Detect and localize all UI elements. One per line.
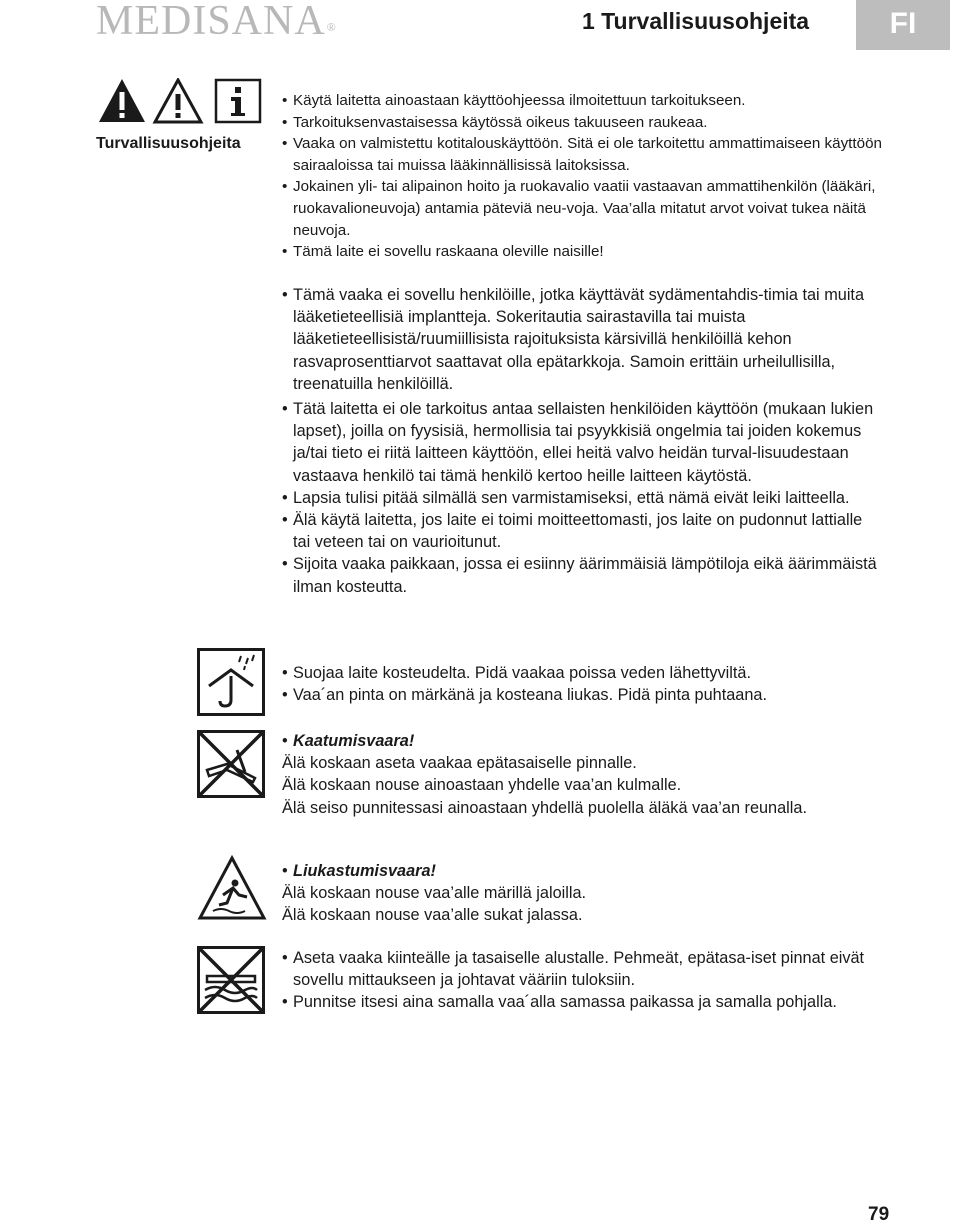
language-badge: FI [856,0,950,50]
no-soft-surface-icon [197,946,265,1019]
list-item: • Vaaka on valmistettu kotitalouskäyttöön. Sitä ei ole tarkoitettu ammattimaiseen käyttöön sairaaloissa tai muissa lääkinnällisissä laitoksissa. [282,135,882,174]
hazard-line: Älä seiso punnitessasi ainoastaan yhdellä puolella äläkä vaa’an reunalla. [282,798,807,817]
slip-warning-icon [197,855,267,926]
list-item: • Vaa´an pinta on märkänä ja kosteana liukas. Pidä pinta puhtaana. [282,686,767,705]
brand-logo: MEDISANA® [96,0,337,44]
general-safety-list [282,90,882,263]
safety-icons [98,78,262,124]
tipping-hazard [282,730,882,819]
list-item: • Punnitse itsesi aina samalla vaa´alla samassa paikassa ja samalla pohjalla. [282,993,837,1012]
moisture-list [282,662,882,706]
list-item: • Jokainen yli- tai alipainon hoito ja ruokavalio vaatii vastaavan ammattihenkilön (lääkäri, ruokavalioneuvoja) antamia päteviä neu-voja. Vaa’alla mitatut arvot voivat tukea näitä neuvoja. [282,178,876,239]
hazard-line: Älä koskaan aseta vaakaa epätasaiselle pinnalle. [282,754,637,773]
hazard-heading: • Kaatumisvaara! [282,732,415,750]
list-item: • Tarkoituksenvastaisessa käytössä oikeus takuuseen raukeaa. [282,113,708,131]
info-icon [216,80,260,122]
list-item: • Älä käytä laitetta, jos laite ei toimi moitteettomasti, jos laite on pudonnut lattialle tai veteen tai on vaurioitunut. [282,511,863,552]
section-title: 1 Turvallisuusohjeita [582,8,810,34]
list-item: • Tämä laite ei sovellu raskaana oleville naisille! [282,243,604,261]
warning-solid-icon [99,79,145,122]
list-item: • Tämä vaaka ei sovellu henkilöille, jotka käyttävät sydämentahdis-timia tai muita lääketieteellisiä implantteja. Sokeritautia sairastavilla tai muista lääketieteellisistä/ruumiillisista rajoituksista kärsivillä henkilöillä kehon rasvaprosenttiarvot saattavat olla epätarkkoja. Samoin erittäin urheilullisilla, treenatuilla henkilöillä. [282,286,865,393]
no-edge-standing-icon [197,730,265,803]
list-item: • Sijoita vaaka paikkaan, jossa ei esiinny äärimmäisiä lämpötiloja eikä äärimmäistä ilman kosteutta. [282,555,877,596]
hazard-line: Älä koskaan nouse vaa’alle märillä jaloilla. [282,884,587,903]
umbrella-rain-icon [197,648,265,721]
slip-hazard [282,860,882,927]
page-header [0,0,960,52]
warning-outline-icon [155,80,201,122]
usage-restrictions-list [282,398,882,598]
list-item: • Aseta vaaka kiinteälle ja tasaiselle alustalle. Pehmeät, epätasa-iset pinnat eivät sovellu mittaukseen ja johtavat vääriin tuloksiin. [282,949,865,990]
list-item: • Suojaa laite kosteudelta. Pidä vaakaa poissa veden lähettyviltä. [282,664,751,682]
page-number: 79 [868,1204,890,1225]
list-item: • Lapsia tulisi pitää silmällä sen varmistamiseksi, että nämä eivät leiki laitteella. [282,488,850,507]
list-item: • Tätä laitetta ei ole tarkoitus antaa sellaisten henkilöiden käyttöön (mukaan lukien lapset), joilla on fyysisiä, hermollisia tai psyykkisiä ongelmia tai joiden kokemus ja/tai tieto ei riitä laitteen käyttöön, ellei heitä valvo heidän turval-lisuudestaan vastaava henkilö tai tämä henkilö kertoo heille laitteen käytöstä. [282,400,874,485]
surface-list [282,947,882,1014]
implant-warning [282,284,882,395]
hazard-line: Älä koskaan nouse vaa’alle sukat jalassa. [282,906,583,925]
list-item: • Käytä laitetta ainoastaan käyttöohjeessa ilmoitettuun tarkoitukseen. [282,92,746,109]
hazard-heading: • Liukastumisvaara! [282,862,436,880]
sidebar-caption: Turvallisuusohjeita [96,135,241,152]
hazard-line: Älä koskaan nouse ainoastaan yhdelle vaa’an kulmalle. [282,776,682,795]
